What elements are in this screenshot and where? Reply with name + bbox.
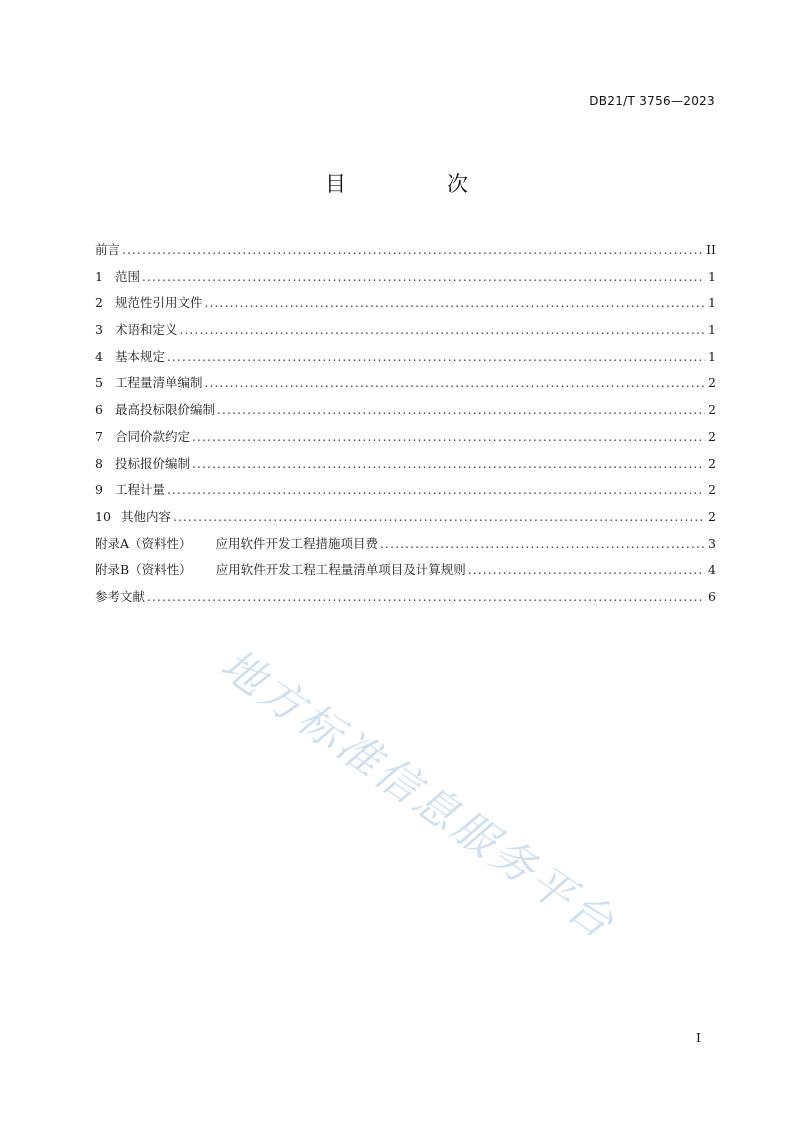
toc-entry-label: 附录A（资料性） 应用软件开发工程措施项目费 bbox=[95, 535, 379, 551]
toc-entry-label: 2 规范性引用文件 bbox=[95, 295, 203, 311]
toc-entry-other-content[interactable] bbox=[95, 504, 716, 531]
table-of-contents bbox=[95, 237, 716, 611]
toc-entry-label: 前言 bbox=[95, 242, 121, 257]
toc-leader-dots bbox=[173, 504, 705, 531]
toc-leader-dots bbox=[192, 451, 705, 478]
toc-entry-label: 1 范围 bbox=[95, 268, 141, 284]
toc-page-number: 1 bbox=[708, 348, 716, 364]
toc-entry-label: 参考文献 bbox=[95, 588, 146, 604]
toc-entry-label: 7 合同价款约定 bbox=[95, 428, 191, 444]
toc-entry-max-bid-price[interactable] bbox=[95, 397, 716, 424]
toc-entry-bid-quotation[interactable] bbox=[95, 451, 716, 478]
toc-entry-appendix-b[interactable] bbox=[95, 557, 716, 584]
toc-page-number: 6 bbox=[708, 588, 716, 604]
toc-entry-label: 5 工程量清单编制 bbox=[95, 375, 203, 391]
toc-entry-preface[interactable] bbox=[95, 237, 716, 264]
toc-entry-terms[interactable] bbox=[95, 317, 716, 344]
toc-page-number: 2 bbox=[708, 455, 716, 471]
toc-leader-dots bbox=[180, 317, 705, 344]
toc-entry-bibliography[interactable] bbox=[95, 584, 716, 611]
toc-entry-normative-references[interactable] bbox=[95, 290, 716, 317]
toc-page-number: 2 bbox=[708, 402, 716, 418]
toc-leader-dots bbox=[468, 557, 705, 584]
toc-entry-label: 9 工程计量 bbox=[95, 482, 166, 498]
toc-entry-measurement[interactable] bbox=[95, 477, 716, 504]
toc-leader-dots bbox=[122, 237, 703, 264]
toc-entry-bill-of-quantities[interactable] bbox=[95, 370, 716, 397]
toc-page-number: 2 bbox=[708, 428, 716, 444]
toc-entry-label: 6 最高投标限价编制 bbox=[95, 402, 216, 418]
toc-leader-dots bbox=[192, 424, 705, 451]
toc-page-number: 2 bbox=[708, 482, 716, 498]
toc-leader-dots bbox=[167, 344, 705, 371]
toc-leader-dots bbox=[380, 531, 705, 558]
toc-page-number: 2 bbox=[708, 375, 716, 391]
toc-page-number: 4 bbox=[708, 562, 716, 578]
toc-leader-dots bbox=[205, 290, 705, 317]
toc-leader-dots bbox=[142, 264, 705, 291]
toc-entry-contract-price[interactable] bbox=[95, 424, 716, 451]
toc-entry-label: 4 基本规定 bbox=[95, 348, 166, 364]
toc-leader-dots bbox=[217, 397, 705, 424]
toc-page-number: 1 bbox=[708, 268, 716, 284]
toc-leader-dots bbox=[167, 477, 705, 504]
toc-page-number: 3 bbox=[708, 535, 716, 551]
toc-entry-label: 附录B（资料性） 应用软件开发工程工程量清单项目及计算规则 bbox=[95, 562, 466, 578]
page-title: 目 次 bbox=[325, 172, 508, 196]
toc-leader-dots bbox=[147, 584, 705, 611]
toc-page-number: 2 bbox=[708, 508, 716, 524]
toc-page-number: 1 bbox=[708, 295, 716, 311]
toc-entry-scope[interactable] bbox=[95, 264, 716, 291]
toc-page-number: 1 bbox=[708, 322, 716, 338]
toc-page-number: II bbox=[706, 242, 716, 257]
toc-entry-label: 3 术语和定义 bbox=[95, 322, 178, 338]
toc-entry-basic-rules[interactable] bbox=[95, 344, 716, 371]
toc-entry-appendix-a[interactable] bbox=[95, 531, 716, 558]
toc-leader-dots bbox=[205, 370, 705, 397]
page-number: I bbox=[696, 1030, 701, 1045]
toc-entry-label: 10 其他内容 bbox=[95, 508, 172, 524]
watermark-text: 地方标准信息服务平台 bbox=[211, 639, 625, 951]
document-code: DB21/T 3756—2023 bbox=[589, 94, 715, 108]
toc-entry-label: 8 投标报价编制 bbox=[95, 455, 191, 471]
